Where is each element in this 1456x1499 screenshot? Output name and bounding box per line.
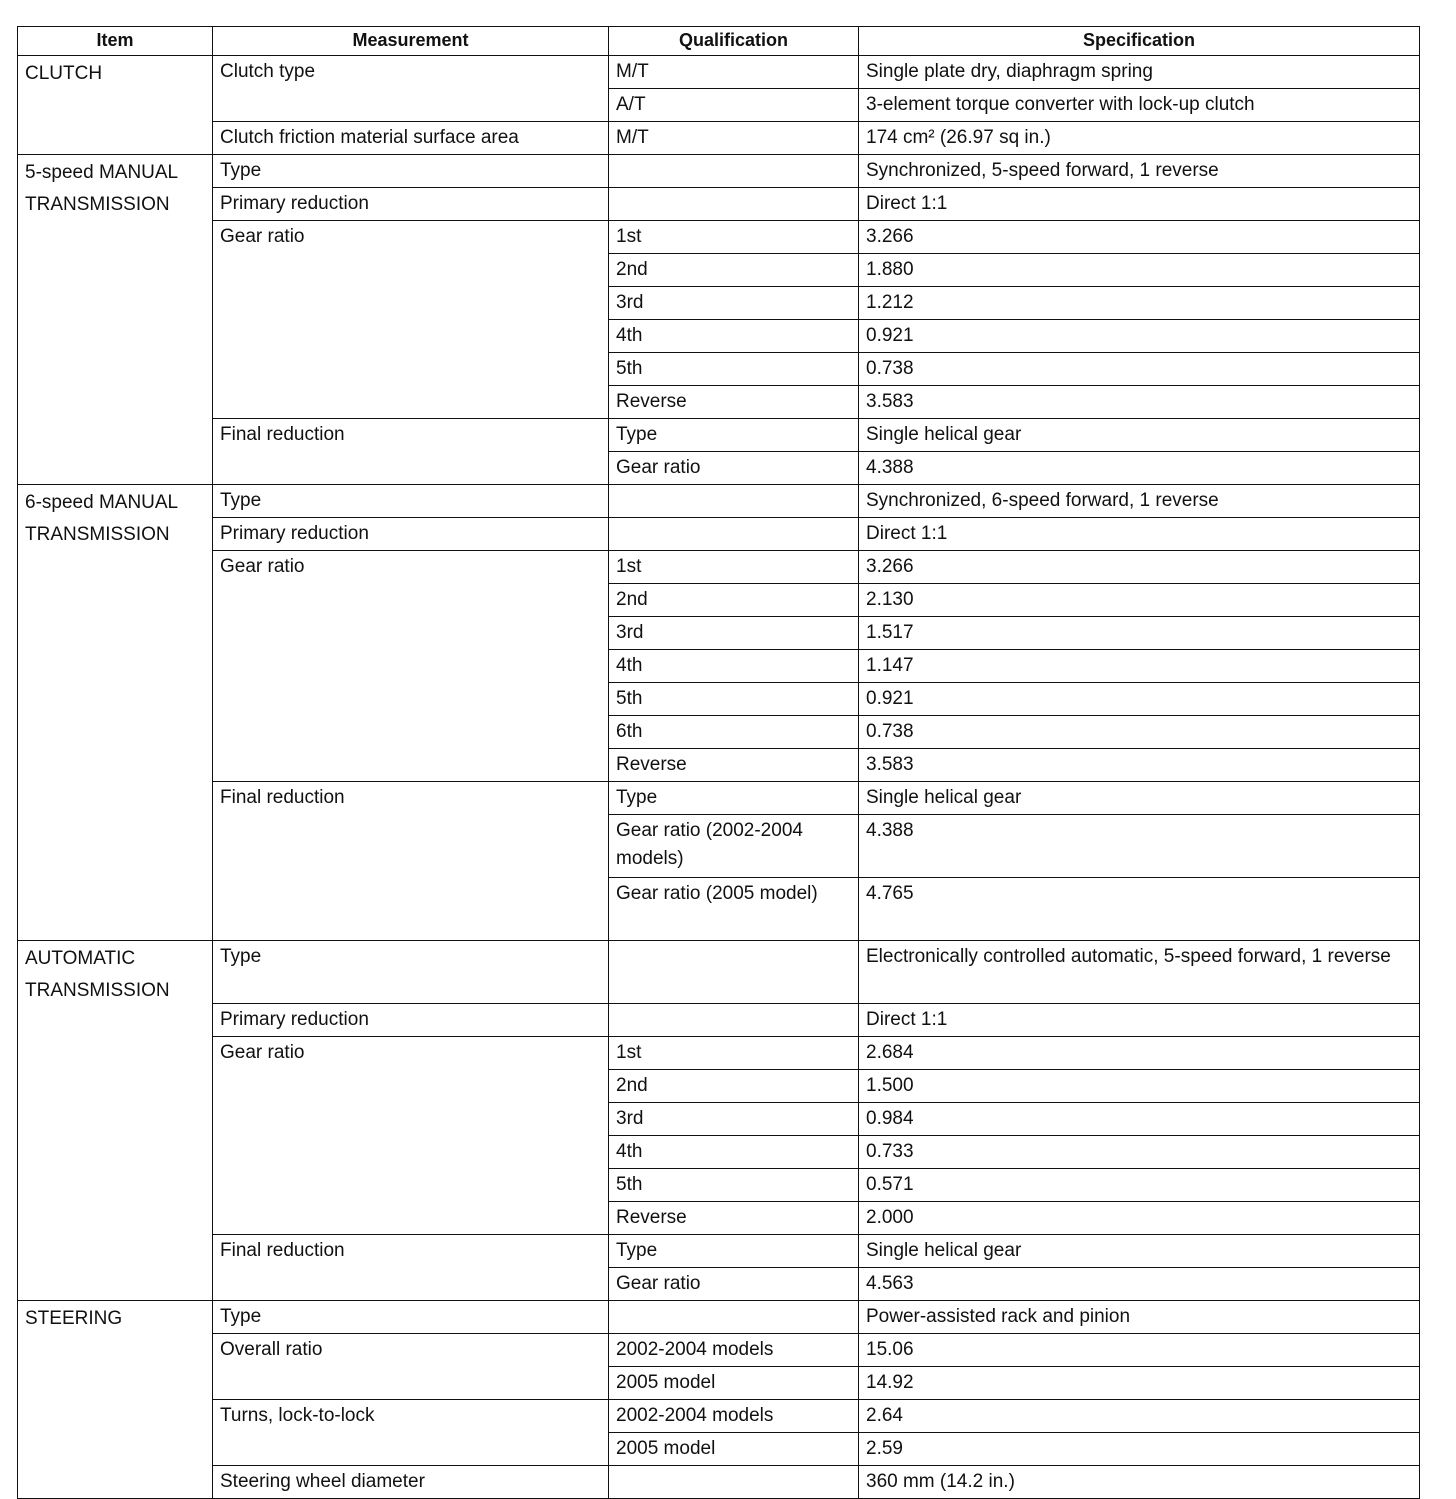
table-row bbox=[18, 782, 1420, 815]
specification-cell: 0.738 bbox=[859, 716, 1420, 749]
specification-cell: 4.765 bbox=[859, 878, 1420, 941]
qualification-cell: 2nd bbox=[609, 254, 859, 287]
table-row bbox=[18, 1400, 1420, 1433]
qualification-cell: 1st bbox=[609, 1037, 859, 1070]
qualification-cell: 6th bbox=[609, 716, 859, 749]
specification-cell: Synchronized, 6-speed forward, 1 reverse bbox=[859, 485, 1420, 518]
specification-cell: 3-element torque converter with lock-up clutch bbox=[859, 89, 1420, 122]
specification-cell: Direct 1:1 bbox=[859, 1004, 1420, 1037]
header-specification: Specification bbox=[859, 27, 1420, 56]
measurement-cell: Gear ratio bbox=[213, 221, 609, 419]
specification-cell: 174 cm² (26.97 sq in.) bbox=[859, 122, 1420, 155]
table-row bbox=[18, 551, 1420, 584]
qualification-cell: 2005 model bbox=[609, 1367, 859, 1400]
qualification-cell: 2nd bbox=[609, 1070, 859, 1103]
measurement-cell: Clutch friction material surface area bbox=[213, 122, 609, 155]
specification-cell: Power-assisted rack and pinion bbox=[859, 1301, 1420, 1334]
specification-cell: 3.583 bbox=[859, 749, 1420, 782]
table-row bbox=[18, 1301, 1420, 1334]
qualification-cell bbox=[609, 941, 859, 1004]
specification-cell: 0.921 bbox=[859, 320, 1420, 353]
table-row bbox=[18, 56, 1420, 89]
item-cell: 5-speed MANUAL TRANSMISSION bbox=[18, 155, 213, 485]
qualification-cell: Gear ratio (2002-2004 models) bbox=[609, 815, 859, 878]
measurement-cell: Gear ratio bbox=[213, 1037, 609, 1235]
qualification-cell: Reverse bbox=[609, 1202, 859, 1235]
qualification-cell: 1st bbox=[609, 551, 859, 584]
specification-cell: 1.147 bbox=[859, 650, 1420, 683]
table-row bbox=[18, 221, 1420, 254]
qualification-cell: 3rd bbox=[609, 1103, 859, 1136]
specification-cell: 2.64 bbox=[859, 1400, 1420, 1433]
specification-cell: 0.738 bbox=[859, 353, 1420, 386]
specification-cell: 0.571 bbox=[859, 1169, 1420, 1202]
table-row bbox=[18, 188, 1420, 221]
specification-cell: 3.583 bbox=[859, 386, 1420, 419]
qualification-cell bbox=[609, 485, 859, 518]
qualification-cell: 4th bbox=[609, 650, 859, 683]
measurement-cell: Type bbox=[213, 485, 609, 518]
qualification-cell: 5th bbox=[609, 683, 859, 716]
header-qualification: Qualification bbox=[609, 27, 859, 56]
measurement-cell: Primary reduction bbox=[213, 518, 609, 551]
qualification-cell: Gear ratio bbox=[609, 1268, 859, 1301]
specification-cell: 4.388 bbox=[859, 815, 1420, 878]
specification-cell: 2.000 bbox=[859, 1202, 1420, 1235]
qualification-cell: M/T bbox=[609, 122, 859, 155]
specifications-table bbox=[17, 26, 1420, 1499]
specification-cell: Synchronized, 5-speed forward, 1 reverse bbox=[859, 155, 1420, 188]
measurement-cell: Overall ratio bbox=[213, 1334, 609, 1400]
measurement-cell: Clutch type bbox=[213, 56, 609, 122]
table-row bbox=[18, 122, 1420, 155]
specification-cell: 3.266 bbox=[859, 551, 1420, 584]
specification-cell: 0.921 bbox=[859, 683, 1420, 716]
specification-cell: 2.59 bbox=[859, 1433, 1420, 1466]
header-row bbox=[18, 27, 1420, 56]
qualification-cell: 4th bbox=[609, 320, 859, 353]
specification-cell: 2.130 bbox=[859, 584, 1420, 617]
qualification-cell: 1st bbox=[609, 221, 859, 254]
qualification-cell: M/T bbox=[609, 56, 859, 89]
table-row bbox=[18, 485, 1420, 518]
measurement-cell: Gear ratio bbox=[213, 551, 609, 782]
qualification-cell: 4th bbox=[609, 1136, 859, 1169]
specification-cell: 1.500 bbox=[859, 1070, 1420, 1103]
measurement-cell: Turns, lock-to-lock bbox=[213, 1400, 609, 1466]
specification-cell: 2.684 bbox=[859, 1037, 1420, 1070]
header-item: Item bbox=[18, 27, 213, 56]
specification-cell: 14.92 bbox=[859, 1367, 1420, 1400]
qualification-cell: 2nd bbox=[609, 584, 859, 617]
measurement-cell: Primary reduction bbox=[213, 1004, 609, 1037]
qualification-cell: Type bbox=[609, 782, 859, 815]
qualification-cell: 5th bbox=[609, 353, 859, 386]
table-body bbox=[18, 56, 1420, 1499]
specification-cell: Direct 1:1 bbox=[859, 518, 1420, 551]
qualification-cell: 3rd bbox=[609, 617, 859, 650]
item-cell: 6-speed MANUAL TRANSMISSION bbox=[18, 485, 213, 941]
table-row bbox=[18, 518, 1420, 551]
qualification-cell: Reverse bbox=[609, 749, 859, 782]
specification-cell: 1.880 bbox=[859, 254, 1420, 287]
qualification-cell: A/T bbox=[609, 89, 859, 122]
table-row bbox=[18, 1037, 1420, 1070]
qualification-cell: Gear ratio bbox=[609, 452, 859, 485]
qualification-cell: Reverse bbox=[609, 386, 859, 419]
measurement-cell: Type bbox=[213, 941, 609, 1004]
header-measurement: Measurement bbox=[213, 27, 609, 56]
measurement-cell: Type bbox=[213, 155, 609, 188]
qualification-cell: 2002-2004 models bbox=[609, 1400, 859, 1433]
item-cell: AUTOMATIC TRANSMISSION bbox=[18, 941, 213, 1301]
qualification-cell bbox=[609, 188, 859, 221]
qualification-cell bbox=[609, 1301, 859, 1334]
measurement-cell: Type bbox=[213, 1301, 609, 1334]
item-cell: CLUTCH bbox=[18, 56, 213, 155]
specification-cell: Direct 1:1 bbox=[859, 188, 1420, 221]
measurement-cell: Final reduction bbox=[213, 1235, 609, 1301]
qualification-cell bbox=[609, 155, 859, 188]
qualification-cell bbox=[609, 1004, 859, 1037]
specification-cell: Single plate dry, diaphragm spring bbox=[859, 56, 1420, 89]
specification-cell: 4.563 bbox=[859, 1268, 1420, 1301]
qualification-cell: 5th bbox=[609, 1169, 859, 1202]
qualification-cell: Type bbox=[609, 1235, 859, 1268]
specification-cell: 4.388 bbox=[859, 452, 1420, 485]
table-row bbox=[18, 1004, 1420, 1037]
specification-cell: 15.06 bbox=[859, 1334, 1420, 1367]
measurement-cell: Primary reduction bbox=[213, 188, 609, 221]
table-row bbox=[18, 155, 1420, 188]
specification-cell: 0.733 bbox=[859, 1136, 1420, 1169]
measurement-cell: Final reduction bbox=[213, 419, 609, 485]
specification-cell: Single helical gear bbox=[859, 1235, 1420, 1268]
measurement-cell: Steering wheel diameter bbox=[213, 1466, 609, 1499]
table-row bbox=[18, 941, 1420, 1004]
specification-cell: 0.984 bbox=[859, 1103, 1420, 1136]
specification-cell: 1.517 bbox=[859, 617, 1420, 650]
qualification-cell bbox=[609, 518, 859, 551]
specification-cell: Single helical gear bbox=[859, 419, 1420, 452]
qualification-cell: Type bbox=[609, 419, 859, 452]
item-cell: STEERING bbox=[18, 1301, 213, 1499]
specification-cell: 1.212 bbox=[859, 287, 1420, 320]
specification-cell: 3.266 bbox=[859, 221, 1420, 254]
qualification-cell: 2005 model bbox=[609, 1433, 859, 1466]
table-row bbox=[18, 1334, 1420, 1367]
qualification-cell: 2002-2004 models bbox=[609, 1334, 859, 1367]
table-row bbox=[18, 1235, 1420, 1268]
measurement-cell: Final reduction bbox=[213, 782, 609, 941]
specification-cell: Electronically controlled automatic, 5-speed forward, 1 reverse bbox=[859, 941, 1420, 1004]
specification-cell: 360 mm (14.2 in.) bbox=[859, 1466, 1420, 1499]
qualification-cell: 3rd bbox=[609, 287, 859, 320]
qualification-cell: Gear ratio (2005 model) bbox=[609, 878, 859, 941]
specification-cell: Single helical gear bbox=[859, 782, 1420, 815]
table-row bbox=[18, 419, 1420, 452]
